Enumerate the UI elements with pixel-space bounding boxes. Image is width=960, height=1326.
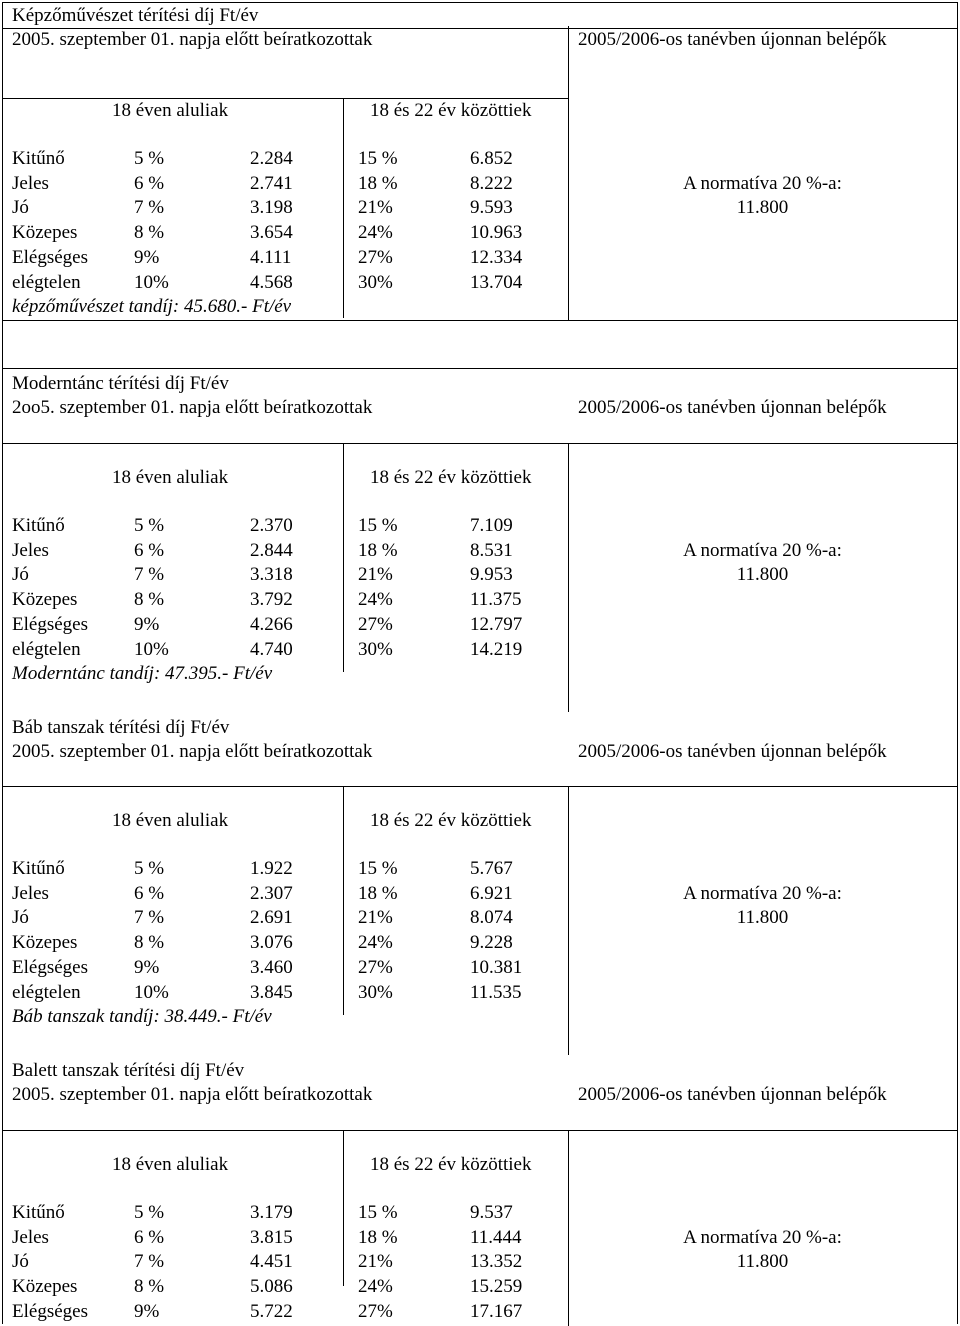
normativa-label: A normatíva 20 %-a: (683, 172, 842, 194)
percent-18-22: 15 % (358, 148, 398, 169)
percent-under-18: 9% (134, 613, 160, 635)
fee-under-18: 3.198 (250, 197, 293, 219)
col-header-under-18: 18 éven aluliak (112, 1154, 229, 1175)
tuition-note: képzőművészet tandíj: 45.680.- Ft/év (12, 296, 292, 318)
grade-label: Elégséges (12, 1300, 88, 1322)
fee-18-22: 13.704 (470, 271, 523, 293)
table-left-divider (343, 1130, 344, 1286)
percent-under-18: 6 % (134, 1226, 165, 1248)
fee-under-18: 3.654 (250, 222, 293, 244)
percent-under-18: 9% (134, 956, 160, 978)
right-header: 2005/2006-os tanévben újonnan belépők (578, 397, 887, 418)
normativa-label: A normatíva 20 %-a: (683, 539, 842, 561)
grade-label: Jeles (12, 1226, 49, 1248)
fee-under-18: 3.460 (250, 956, 293, 978)
section-title: Képzőművészet térítési díj Ft/év (12, 5, 259, 26)
grade-label: Elégséges (12, 613, 88, 635)
percent-under-18: 7 % (134, 197, 165, 219)
grade-label: Közepes (12, 589, 78, 611)
fee-under-18: 5.086 (250, 1276, 293, 1298)
fee-under-18: 3.815 (250, 1226, 293, 1248)
normativa-value: 11.800 (736, 1251, 789, 1273)
percent-under-18: 8 % (134, 222, 165, 244)
fee-under-18: 3.845 (250, 981, 293, 1003)
gap-top-line (2, 320, 958, 321)
fee-under-18: 2.691 (250, 907, 293, 929)
percent-18-22: 30% (358, 981, 393, 1003)
left-header: 2oo5. szeptember 01. napja előtt beíratkozottak (12, 397, 373, 418)
table-top-line (2, 786, 958, 787)
fee-under-18: 4.266 (250, 613, 293, 635)
percent-18-22: 18 % (358, 539, 398, 561)
normativa-label: A normatíva 20 %-a: (683, 1226, 842, 1248)
fee-under-18: 4.740 (250, 638, 293, 660)
fee-18-22: 11.444 (470, 1226, 522, 1248)
percent-under-18: 10% (134, 981, 169, 1003)
fee-18-22: 14.219 (470, 638, 523, 660)
gap-bottom-line (2, 368, 958, 369)
tuition-note: Báb tanszak tandíj: 38.449.- Ft/év (12, 1006, 272, 1028)
fee-18-22: 6.921 (470, 882, 513, 904)
percent-under-18: 9% (134, 1300, 160, 1322)
percent-18-22: 27% (358, 613, 393, 635)
fee-under-18: 2.284 (250, 148, 293, 169)
fee-18-22: 5.767 (470, 858, 513, 879)
fee-18-22: 9.228 (470, 932, 513, 954)
col-header-under-18: 18 éven aluliak (112, 467, 229, 488)
fee-18-22: 9.537 (470, 1202, 513, 1223)
grade-label: Jeles (12, 172, 49, 194)
percent-under-18: 7 % (134, 1251, 165, 1273)
frame-right-border (957, 2, 958, 1324)
percent-under-18: 8 % (134, 932, 165, 954)
grade-label: Kitűnő (12, 1202, 65, 1223)
table-top-line (2, 1130, 958, 1131)
percent-under-18: 7 % (134, 907, 165, 929)
left-header: 2005. szeptember 01. napja előtt beíratkozottak (12, 741, 373, 762)
table-top-line (2, 443, 958, 444)
grade-label: Jó (12, 197, 29, 219)
fee-18-22: 9.593 (470, 197, 513, 219)
percent-under-18: 9% (134, 246, 160, 268)
grade-label: Közepes (12, 1276, 78, 1298)
col-header-under-18: 18 éven aluliak (112, 810, 229, 831)
tuition-note: Moderntánc tandíj: 47.395.- Ft/év (12, 663, 273, 685)
percent-18-22: 24% (358, 1276, 393, 1298)
right-header: 2005/2006-os tanévben újonnan belépők (578, 29, 887, 50)
percent-18-22: 21% (358, 197, 393, 219)
grade-label: Kitűnő (12, 858, 65, 879)
percent-18-22: 21% (358, 564, 393, 586)
title-underline (2, 28, 958, 29)
percent-18-22: 27% (358, 1300, 393, 1322)
percent-under-18: 5 % (134, 1202, 165, 1223)
percent-18-22: 21% (358, 1251, 393, 1273)
grade-label: Jó (12, 907, 29, 929)
percent-18-22: 21% (358, 907, 393, 929)
col-header-18-22: 18 és 22 év közöttiek (370, 100, 532, 121)
grade-label: Elégséges (12, 956, 88, 978)
right-header: 2005/2006-os tanévben újonnan belépők (578, 1084, 887, 1105)
percent-18-22: 24% (358, 222, 393, 244)
grade-label: Jó (12, 564, 29, 586)
section-title: Balett tanszak térítési díj Ft/év (12, 1060, 245, 1081)
table-left-divider (343, 98, 344, 318)
percent-under-18: 5 % (134, 148, 165, 169)
percent-under-18: 10% (134, 638, 169, 660)
left-header: 2005. szeptember 01. napja előtt beíratkozottak (12, 1084, 373, 1105)
grade-label: elégtelen (12, 271, 81, 293)
percent-18-22: 24% (358, 932, 393, 954)
percent-under-18: 10% (134, 271, 169, 293)
grade-label: Közepes (12, 932, 78, 954)
percent-under-18: 8 % (134, 1276, 165, 1298)
percent-under-18: 6 % (134, 882, 165, 904)
fee-18-22: 7.109 (470, 515, 513, 536)
fee-under-18: 2.307 (250, 882, 293, 904)
fee-18-22: 11.375 (470, 589, 522, 611)
normativa-value: 11.800 (736, 197, 789, 219)
table-top-line (2, 98, 568, 99)
percent-under-18: 6 % (134, 172, 165, 194)
fee-under-18: 2.844 (250, 539, 293, 561)
fee-under-18: 3.792 (250, 589, 293, 611)
percent-18-22: 24% (358, 589, 393, 611)
fee-under-18: 2.370 (250, 515, 293, 536)
grade-label: elégtelen (12, 638, 81, 660)
fee-18-22: 15.259 (470, 1276, 523, 1298)
percent-18-22: 15 % (358, 858, 398, 879)
fee-18-22: 10.381 (470, 956, 523, 978)
fee-18-22: 13.352 (470, 1251, 523, 1273)
fee-under-18: 3.179 (250, 1202, 293, 1223)
frame-left-border (2, 2, 3, 1324)
fee-18-22: 17.167 (470, 1300, 523, 1322)
fee-under-18: 5.722 (250, 1300, 293, 1322)
percent-18-22: 18 % (358, 1226, 398, 1248)
fee-18-22: 9.953 (470, 564, 513, 586)
fee-18-22: 12.797 (470, 613, 523, 635)
fee-under-18: 4.451 (250, 1251, 293, 1273)
percent-under-18: 6 % (134, 539, 165, 561)
fee-under-18: 2.741 (250, 172, 293, 194)
col-header-18-22: 18 és 22 év közöttiek (370, 810, 532, 831)
col-header-18-22: 18 és 22 év közöttiek (370, 1154, 532, 1175)
fee-18-22: 10.963 (470, 222, 523, 244)
col-header-under-18: 18 éven aluliak (112, 100, 229, 121)
right-header: 2005/2006-os tanévben újonnan belépők (578, 741, 887, 762)
percent-18-22: 30% (358, 271, 393, 293)
grade-label: elégtelen (12, 981, 81, 1003)
normativa-value: 11.800 (736, 907, 789, 929)
fee-18-22: 11.535 (470, 981, 522, 1003)
percent-18-22: 27% (358, 956, 393, 978)
percent-18-22: 15 % (358, 1202, 398, 1223)
fee-18-22: 8.531 (470, 539, 513, 561)
grade-label: Jeles (12, 539, 49, 561)
grade-label: Kitűnő (12, 515, 65, 536)
grade-label: Jó (12, 1251, 29, 1273)
percent-under-18: 8 % (134, 589, 165, 611)
normativa-label: A normatíva 20 %-a: (683, 882, 842, 904)
fee-18-22: 8.222 (470, 172, 513, 194)
section-title: Moderntánc térítési díj Ft/év (12, 373, 229, 394)
fee-under-18: 3.318 (250, 564, 293, 586)
section-title: Báb tanszak térítési díj Ft/év (12, 717, 230, 738)
percent-under-18: 5 % (134, 515, 165, 536)
left-header: 2005. szeptember 01. napja előtt beíratkozottak (12, 29, 373, 50)
fee-18-22: 12.334 (470, 246, 523, 268)
table-left-divider (343, 443, 344, 672)
grade-label: Jeles (12, 882, 49, 904)
fee-under-18: 4.111 (250, 246, 292, 268)
frame-top-border (2, 2, 958, 3)
percent-18-22: 27% (358, 246, 393, 268)
grade-label: Elégséges (12, 246, 88, 268)
fee-under-18: 1.922 (250, 858, 293, 879)
fee-under-18: 4.568 (250, 271, 293, 293)
percent-18-22: 15 % (358, 515, 398, 536)
normativa-value: 11.800 (736, 564, 789, 586)
col-header-18-22: 18 és 22 év közöttiek (370, 467, 532, 488)
fee-18-22: 6.852 (470, 148, 513, 169)
percent-under-18: 7 % (134, 564, 165, 586)
percent-18-22: 30% (358, 638, 393, 660)
percent-under-18: 5 % (134, 858, 165, 879)
fee-under-18: 3.076 (250, 932, 293, 954)
percent-18-22: 18 % (358, 882, 398, 904)
fee-18-22: 8.074 (470, 907, 513, 929)
percent-18-22: 18 % (358, 172, 398, 194)
grade-label: Közepes (12, 222, 78, 244)
table-left-divider (343, 786, 344, 1015)
grade-label: Kitűnő (12, 148, 65, 169)
